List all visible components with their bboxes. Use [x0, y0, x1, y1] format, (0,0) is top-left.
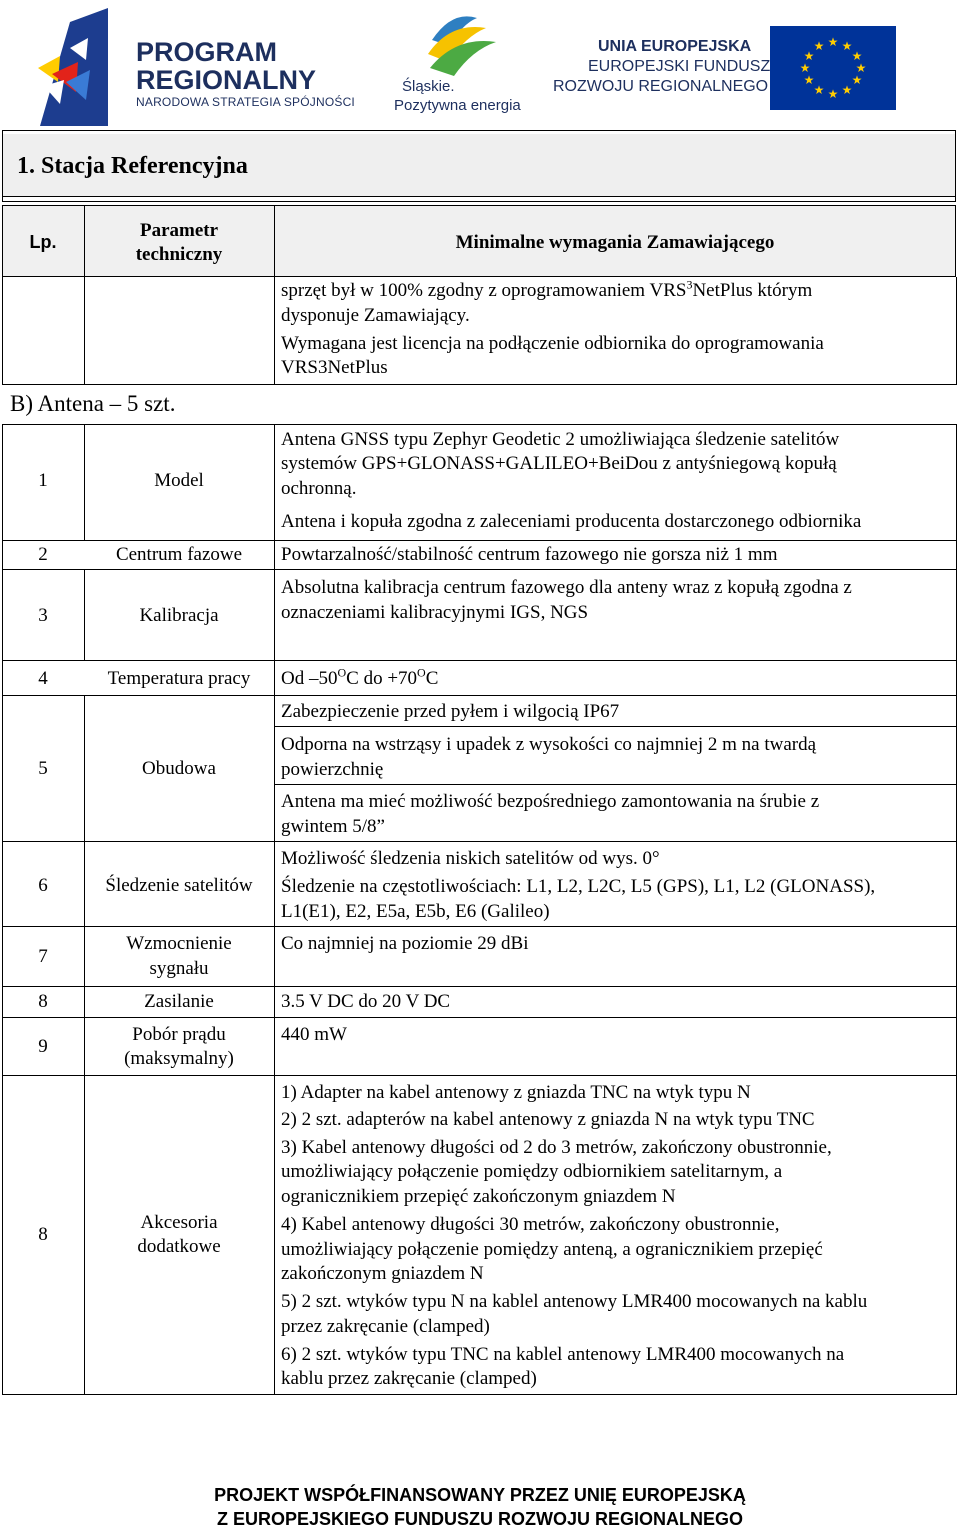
- row8-lp: 8: [38, 991, 48, 1012]
- row1-req1: Antena GNSS typu Zephyr Geodetic 2 umożliwiająca śledzenie satelitów: [281, 429, 840, 450]
- row7-lp: 7: [38, 946, 48, 967]
- row5-param: Obudowa: [142, 758, 216, 779]
- row6-param: Śledzenie satelitów: [105, 875, 253, 896]
- row2-lp: 2: [38, 544, 48, 565]
- row5-req3a: Antena ma mieć możliwość bezpośredniego zamontowania na śrubie z: [281, 791, 820, 812]
- row4-req: Od $-50^OC$ do $+70^OC$: [281, 665, 439, 689]
- row3-param: Kalibracja: [139, 605, 219, 626]
- footer-line1: PROJEKT WSPÓŁFINANSOWANY PRZEZ UNIĘ EUROPEJSKĄ: [214, 1485, 746, 1505]
- subsection-heading: B) Antena – 5 szt.: [10, 391, 176, 416]
- row10-line8: zakończonym gniazdem N: [281, 1263, 484, 1284]
- row8-req1: 3.5 V DC do 20 V DC: [281, 991, 451, 1012]
- row7-param1: Wzmocnienie: [126, 933, 232, 954]
- section-title: 1. Stacja Referencyjna: [17, 153, 248, 179]
- row10-line7: umożliwiający połączenie pomiędzy anteną, a ogranicznikiem przepięć: [281, 1239, 823, 1260]
- row5-req2b: powierzchnię: [281, 759, 384, 780]
- row4-lp: 4: [38, 668, 48, 689]
- row9-lp: 9: [38, 1036, 48, 1057]
- row10-line5: ogranicznikiem przepięć zakończonym gniazdem N: [281, 1186, 676, 1207]
- row1-req4: Antena i kopuła zgodna z zaleceniami producenta dostarczonego odbiornika: [281, 511, 862, 532]
- continuation-line1: sprzęt był w 100% zgodny z oprogramowaniem VRS$^3$NetPlus którym: [281, 277, 813, 301]
- svg-text:★: ★: [813, 83, 825, 97]
- row5-req1: Zabezpieczenie przed pyłem i wilgocią IP67: [281, 701, 620, 722]
- svg-text:★: ★: [827, 87, 839, 101]
- row10-lp: 8: [38, 1224, 48, 1245]
- continuation-line2: dysponuje Zamawiający.: [281, 305, 470, 326]
- header-requirements: Minimalne wymagania Zamawiającego: [455, 232, 775, 253]
- row10-line12: kablu przez zakręcanie (clamped): [281, 1368, 537, 1389]
- eu-flag-icon: [770, 26, 896, 110]
- section-title-box: [2, 130, 956, 202]
- row1-req3: ochronną.: [281, 478, 357, 499]
- row3-req1: Absolutna kalibracja centrum fazowego dla anteny wraz z kopułą zgodna z: [281, 577, 852, 598]
- row10-line11: 6) 2 szt. wtyków typu TNC na kablel antenowy LMR400 mocowanych na: [281, 1344, 845, 1365]
- row3-lp: 3: [38, 605, 48, 626]
- logo1-line1: PROGRAM: [136, 37, 277, 67]
- row6-lp: 6: [38, 875, 48, 896]
- svg-text:★: ★: [803, 73, 815, 87]
- logo1-line2: REGIONALNY: [136, 65, 317, 95]
- row3-req2: oznaczeniami kalibracyjnymi IGS, NGS: [281, 602, 589, 623]
- row6-req2b: L1(E1), E2, E5a, E5b, E6 (Galileo): [281, 901, 550, 922]
- row10-line3: 3) Kabel antenowy długości od 2 do 3 metrów, zakończony obustronnie,: [281, 1137, 832, 1158]
- row6-req2a: Śledzenie na częstotliwościach: L1, L2, L2C, L5 (GPS), L1, L2 (GLONASS),: [281, 876, 876, 897]
- row10-line1: 1) Adapter na kabel antenowy z gniazda TNC na wtyk typu N: [281, 1082, 751, 1103]
- logo1-line3: NARODOWA STRATEGIA SPÓJNOŚCI: [136, 95, 355, 109]
- row5-req2a: Odporna na wstrząsy i upadek z wysokości co najmniej 2 m na twardą: [281, 734, 817, 755]
- continuation-line4: VRS3NetPlus: [281, 357, 388, 378]
- logo3-line1: UNIA EUROPEJSKA: [598, 38, 752, 55]
- row2-req1: Powtarzalność/stabilność centrum fazowego nie gorsza niż 1 mm: [281, 544, 778, 565]
- row9-req1: 440 mW: [281, 1024, 347, 1045]
- svg-text:★: ★: [855, 61, 867, 75]
- row10-param1: Akcesoria: [140, 1212, 218, 1233]
- row7-param2: sygnału: [149, 958, 209, 979]
- row1-lp: 1: [38, 470, 48, 491]
- row1-req2: systemów GPS+GLONASS+GALILEO+BeiDou z antyśniegową kopułą: [281, 453, 837, 474]
- header-param-line2: techniczny: [135, 244, 223, 265]
- program-regionalny-logo: [30, 8, 110, 126]
- row7-req1: Co najmniej na poziomie 29 dBi: [281, 933, 529, 954]
- row5-lp: 5: [38, 758, 48, 779]
- logo2-line1: Śląskie.: [402, 78, 455, 95]
- svg-text:★: ★: [803, 49, 815, 63]
- header-logos: [0, 0, 960, 128]
- row10-line4: umożliwiający połączenie pomiędzy odbiornikiem satelitarnym, a: [281, 1161, 783, 1182]
- row10-line9: 5) 2 szt. wtyków typu N na kablel antenowy LMR400 mocowanych na kablu: [281, 1291, 868, 1312]
- row10-line6: 4) Kabel antenowy długości 30 metrów, zakończony obustronnie,: [281, 1214, 780, 1235]
- logo2-line2: Pozytywna energia: [394, 97, 521, 114]
- svg-text:★: ★: [851, 49, 863, 63]
- header-param-line1: Parametr: [139, 220, 219, 241]
- logo3-line2: EUROPEJSKI FUNDUSZ: [588, 58, 771, 75]
- row10-line10: przez zakręcanie (clamped): [281, 1316, 490, 1337]
- svg-text:★: ★: [827, 35, 839, 49]
- row9-param2: (maksymalny): [124, 1048, 234, 1069]
- row9-param1: Pobór prądu: [132, 1024, 226, 1045]
- svg-text:★: ★: [841, 39, 853, 53]
- logo3-line3: ROZWOJU REGIONALNEGO: [553, 78, 769, 95]
- svg-text:★: ★: [813, 39, 825, 53]
- svg-text:★: ★: [799, 61, 811, 75]
- row10-line2: 2) 2 szt. adapterów na kabel antenowy z gniazda N na wtyk typu TNC: [281, 1109, 815, 1130]
- header-lp: Lp.: [29, 232, 57, 252]
- slaskie-logo: [422, 10, 502, 80]
- row6-req1: Możliwość śledzenia niskich satelitów od wys. 0°: [281, 848, 660, 869]
- continuation-line3: Wymagana jest licencja na podłączenie odbiornika do oprogramowania: [281, 333, 824, 354]
- row1-param: Model: [154, 470, 204, 491]
- svg-text:★: ★: [841, 83, 853, 97]
- row10-param2: dodatkowe: [137, 1236, 221, 1257]
- row4-param: Temperatura pracy: [107, 668, 251, 689]
- svg-text:★: ★: [851, 73, 863, 87]
- row8-param: Zasilanie: [144, 991, 214, 1012]
- footer-line2: Z EUROPEJSKIEGO FUNDUSZU ROZWOJU REGIONALNEGO: [216, 1509, 744, 1529]
- row2-param: Centrum fazowe: [115, 544, 243, 565]
- row5-req3b: gwintem 5/8”: [281, 816, 385, 837]
